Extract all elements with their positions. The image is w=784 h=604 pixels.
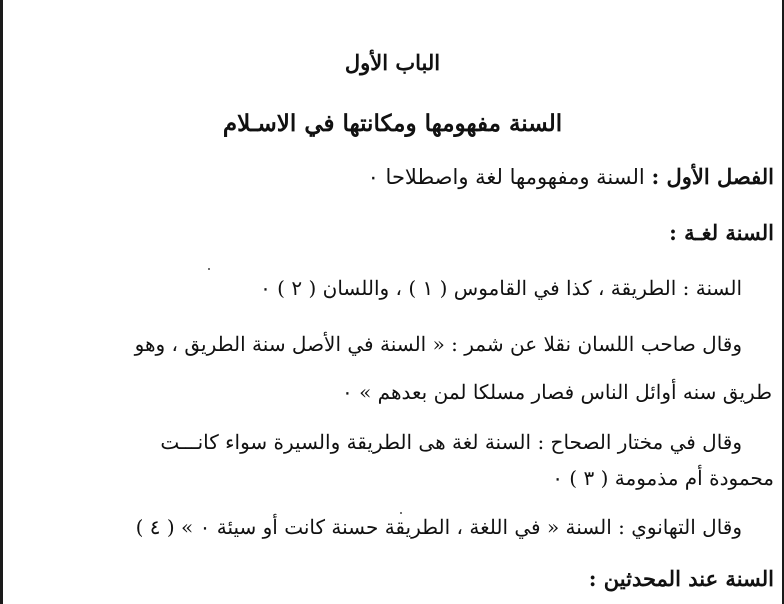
paragraph-line: وقال صاحب اللسان نقلا عن شمر : « السنة في الأصل سنة الطريق ، وهو <box>134 332 742 356</box>
paragraph-line: السنة : الطريقة ، كذا في القاموس ( ١ ) ، واللسان ( ٢ ) ٠ <box>260 276 742 300</box>
paragraph-line: وقال التهانوي : السنة « في اللغة ، الطريقة حسنة كانت أو سيئة ٠ » ( ٤ ) <box>135 515 742 539</box>
chapter-title: السنة مفهومها ومكانتها في الاسـلام <box>222 110 563 137</box>
paragraph-line: وقال في مختار الصحاح : السنة لغة هى الطريقة والسيرة سواء كانـــت <box>160 430 742 454</box>
section-heading-label: الفصل الأول : <box>651 164 774 189</box>
sub-heading-language: السنة لغـة : <box>669 220 774 245</box>
scan-speck <box>208 268 210 270</box>
scan-speck <box>400 512 402 514</box>
part-title: الباب الأول <box>344 50 441 75</box>
section-heading <box>368 166 774 188</box>
paragraph-line: محمودة أم مذمومة ( ٣ ) ٠ <box>552 466 774 490</box>
section-heading-text: السنة ومفهومها لغة واصطلاحا ٠ <box>367 165 645 189</box>
document-page <box>3 0 782 604</box>
sub-heading-hadith-scholars: السنة عند المحدثين : <box>588 566 774 591</box>
paragraph-line: طريق سنه أوائل الناس فصار مسلكا لمن بعدهم » ٠ <box>341 380 772 404</box>
